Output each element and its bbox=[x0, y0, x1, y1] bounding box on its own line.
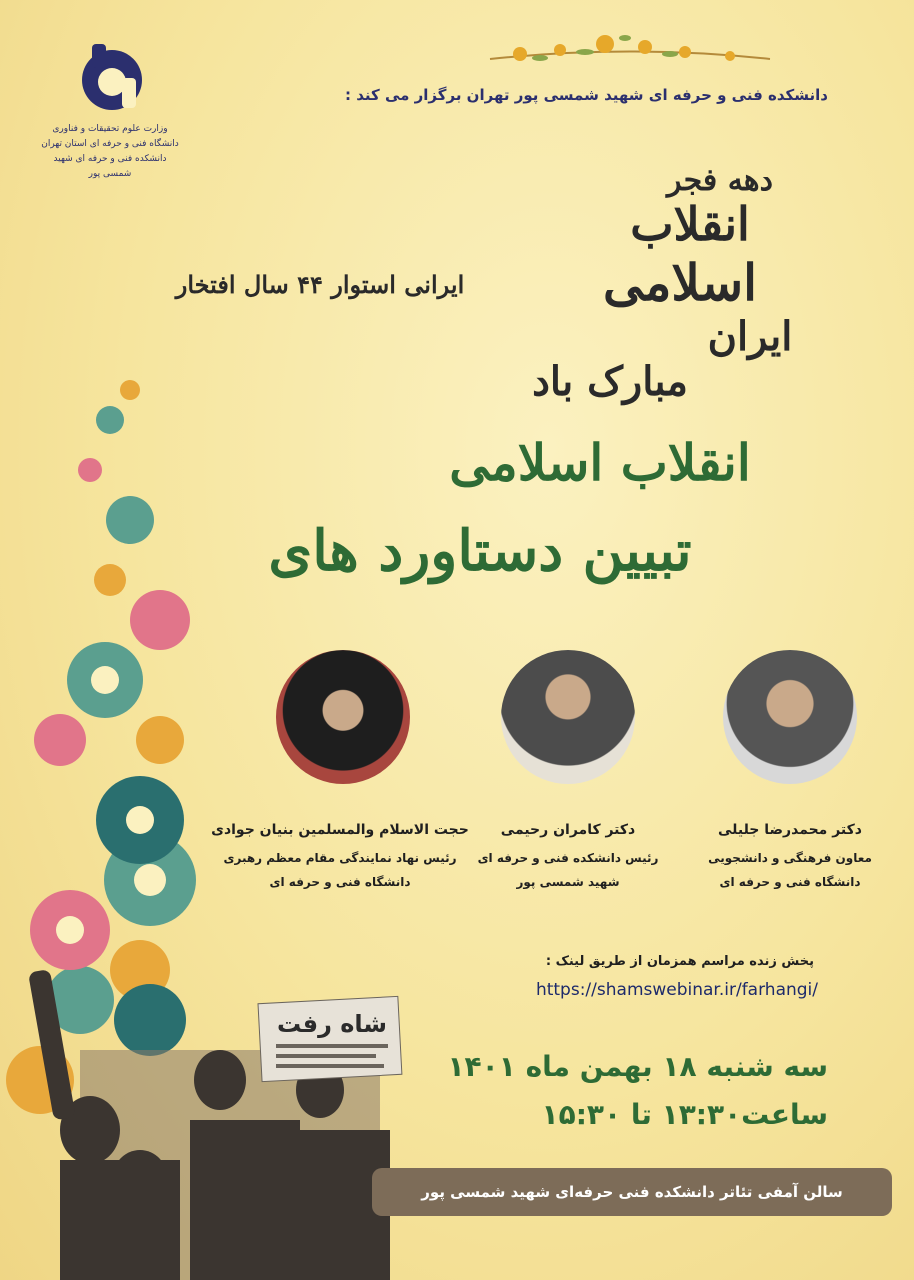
logo-line-1: وزارت علوم تحقیقات و فناوری bbox=[52, 124, 168, 134]
logo-caption bbox=[40, 122, 180, 182]
speaker-rahimi-photo bbox=[501, 650, 635, 784]
slogan: ایرانی استوار ۴۴ سال افتخار bbox=[175, 270, 465, 299]
speaker-jalili-photo bbox=[723, 650, 857, 784]
speaker-javadi bbox=[210, 650, 470, 894]
speaker-rahimi-role-line-2: شهید شمسی پور bbox=[516, 875, 620, 889]
speaker-jalili bbox=[690, 650, 890, 894]
live-stream-label: پخش زنده مراسم همزمان از طریق لینک : bbox=[545, 954, 814, 969]
main-title-line-2: انقلاب اسلامی bbox=[449, 433, 751, 492]
speaker-jalili-name: دکتر محمدرضا جلیلی bbox=[718, 822, 862, 838]
calligraphy-line-2: انقلاب bbox=[630, 197, 750, 251]
calligraphy-line-3: اسلامی bbox=[602, 253, 758, 312]
main-title bbox=[220, 420, 780, 600]
calligraphy-decade-of-dawn bbox=[500, 150, 820, 410]
speaker-jalili-role-line-1: معاون فرهنگی و دانشجویی bbox=[708, 851, 872, 865]
main-title-line-1: تبیین دستاورد های bbox=[268, 518, 692, 584]
event-time: ساعت۱۳:۳۰ تا ۱۵:۳۰ bbox=[541, 1098, 828, 1131]
floral-ornament-top bbox=[480, 14, 780, 74]
speaker-jalili-role-line-2: دانشگاه فنی و حرفه ای bbox=[719, 875, 861, 889]
speaker-rahimi-name: دکتر کامران رحیمی bbox=[500, 822, 636, 838]
venue-banner: سالن آمفی تئاتر دانشکده فنی حرفه‌ای شهید شمسی پور bbox=[372, 1168, 892, 1216]
speaker-jalili-role bbox=[690, 846, 890, 894]
logo-line-3: دانشکده فنی و حرفه ای شهید شمسی پور bbox=[53, 154, 167, 179]
live-stream-link[interactable]: https://shamswebinar.ir/farhangi/ bbox=[535, 980, 818, 1000]
speaker-javadi-role bbox=[210, 846, 470, 894]
speaker-rahimi-role bbox=[468, 846, 668, 894]
event-date: سه شنبه ۱۸ بهمن ماه ۱۴۰۱ bbox=[447, 1050, 828, 1083]
newspaper-headline: شاه رفت bbox=[276, 1010, 388, 1038]
speaker-rahimi bbox=[468, 650, 668, 894]
calligraphy-line-1: دهه فجر bbox=[667, 163, 773, 198]
speaker-javadi-name: حجت الاسلام والمسلمین بنیان جوادی bbox=[211, 822, 469, 838]
speaker-rahimi-role-line-1: رئیس دانشکده فنی و حرفه ای bbox=[477, 851, 659, 865]
calligraphy-line-5: مبارک باد bbox=[532, 358, 688, 405]
organizer-line: دانشکده فنی و حرفه ای شهید شمسی پور تهران برگزار می کند : bbox=[345, 86, 828, 104]
speaker-javadi-role-line-2: دانشگاه فنی و حرفه ای bbox=[269, 875, 411, 889]
speaker-javadi-role-line-1: رئیس نهاد نمایندگی مقام معظم رهبری bbox=[223, 851, 457, 865]
historic-protest-photo bbox=[20, 930, 420, 1280]
calligraphy-line-4: ایران bbox=[707, 313, 793, 360]
speaker-javadi-photo bbox=[276, 650, 410, 784]
university-logo bbox=[72, 38, 152, 118]
logo-line-2: دانشگاه فنی و حرفه ای استان تهران bbox=[41, 139, 179, 149]
